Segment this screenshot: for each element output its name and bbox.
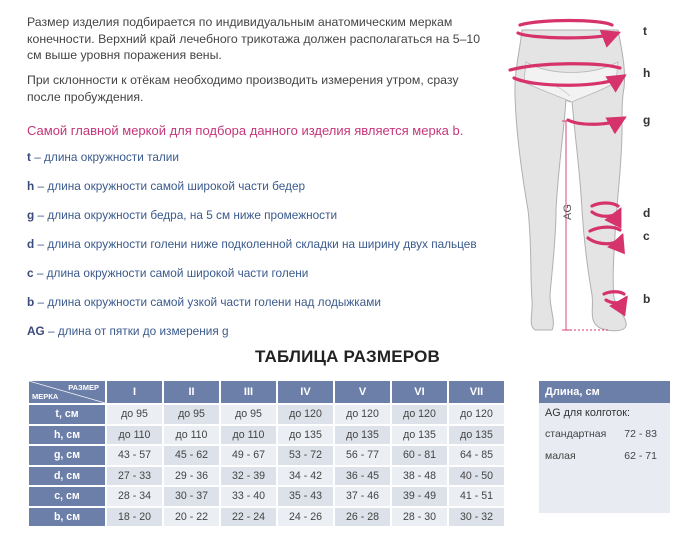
size-header: IV [278, 381, 333, 403]
table-cell: 28 - 30 [392, 508, 447, 527]
table-row [29, 446, 504, 465]
label-d: d [643, 206, 651, 220]
size-header: I [107, 381, 162, 403]
label-g: g [643, 113, 651, 127]
table-cell: до 120 [449, 405, 504, 424]
table-cell: 26 - 28 [335, 508, 390, 527]
legend-text: – длина окружности самой узкой части голени над лодыжками [34, 295, 381, 309]
corner-size-label: РАЗМЕР [68, 383, 99, 392]
legend-item-d [27, 237, 507, 266]
legend-text: – длина окружности талии [30, 150, 179, 164]
length-row-small [539, 445, 670, 467]
legend-item-c [27, 266, 507, 295]
band-t-back [520, 21, 612, 26]
table-cell: 39 - 49 [392, 487, 447, 506]
corner-measure-label: МЕРКА [32, 392, 59, 401]
legend-key: g [27, 208, 35, 222]
table-cell: 24 - 26 [278, 508, 333, 527]
table-cell: до 120 [278, 405, 333, 424]
length-row-standard [539, 423, 670, 445]
table-cell: 22 - 24 [221, 508, 276, 527]
table-cell: до 135 [449, 426, 504, 445]
intro-paragraph-2: При склонности к отёкам необходимо производить измерения утром, сразу после пробуждения. [27, 73, 459, 104]
table-cell: 18 - 20 [107, 508, 162, 527]
size-table [27, 379, 506, 528]
legend-key: c [27, 266, 34, 280]
table-cell: 36 - 45 [335, 467, 390, 486]
row-label: d, см [29, 467, 105, 486]
table-cell: до 135 [392, 426, 447, 445]
row-label: g, см [29, 446, 105, 465]
table-cell: 64 - 85 [449, 446, 504, 465]
table-cell: до 120 [335, 405, 390, 424]
table-cell: до 110 [107, 426, 162, 445]
legend-text: – длина окружности бедра, на 5 см ниже промежности [34, 208, 338, 222]
table-cell: 32 - 39 [221, 467, 276, 486]
length-value: 62 - 71 [624, 450, 657, 462]
table-cell: 49 - 67 [221, 446, 276, 465]
leg-silhouette [515, 30, 626, 331]
table-cell: 28 - 34 [107, 487, 162, 506]
size-header-row [29, 381, 504, 403]
legend-key: t [27, 150, 31, 164]
ag-label: AG [562, 204, 574, 220]
table-cell: 35 - 43 [278, 487, 333, 506]
table-cell: до 95 [107, 405, 162, 424]
length-subheader: AG для колготок: [545, 407, 630, 419]
table-cell: 27 - 33 [107, 467, 162, 486]
row-label: t, см [29, 405, 105, 424]
label-h: h [643, 66, 651, 80]
table-cell: 29 - 36 [164, 467, 219, 486]
length-panel [539, 381, 670, 513]
length-header: Длина, см [539, 381, 670, 403]
table-cell: 41 - 51 [449, 487, 504, 506]
legend-text: – длина окружности самой широкой части голени [33, 266, 309, 280]
legend-item-g [27, 208, 507, 237]
legend-key: d [27, 237, 35, 251]
legend-text: – длина окружности самой широкой части бедер [34, 179, 306, 193]
measurement-legend [27, 150, 507, 353]
table-cell: до 135 [335, 426, 390, 445]
label-t: t [643, 24, 647, 38]
table-cell: 43 - 57 [107, 446, 162, 465]
row-label: h, см [29, 426, 105, 445]
table-row [29, 467, 504, 486]
table-row [29, 487, 504, 506]
legend-key: h [27, 179, 35, 193]
key-measurement-note: Самой главной меркой для подбора данного изделия является мерка b. [27, 123, 464, 138]
legend-text: – длина от пятки до измерения g [44, 324, 229, 338]
size-header: VI [392, 381, 447, 403]
size-header: III [221, 381, 276, 403]
intro-paragraph-1: Размер изделия подбирается по индивидуальным анатомическим меркам конечности. Верхний край лечебного трикотажа должен располагаться на 5–10 см выше уровня поражения вены. [27, 15, 481, 62]
table-cell: 34 - 42 [278, 467, 333, 486]
length-value: 72 - 83 [624, 428, 657, 440]
table-cell: до 95 [164, 405, 219, 424]
label-c: c [643, 229, 650, 243]
table-cell: 33 - 40 [221, 487, 276, 506]
legend-item-h [27, 179, 507, 208]
legend-item-b [27, 295, 507, 324]
table-cell: до 135 [278, 426, 333, 445]
table-cell: 53 - 72 [278, 446, 333, 465]
table-cell: до 120 [392, 405, 447, 424]
table-cell: 38 - 48 [392, 467, 447, 486]
table-corner [29, 381, 105, 403]
table-row [29, 405, 504, 424]
table-cell: 30 - 37 [164, 487, 219, 506]
length-label: стандартная [545, 428, 607, 440]
legend-item-t [27, 150, 507, 179]
size-header: V [335, 381, 390, 403]
table-cell: до 95 [221, 405, 276, 424]
table-cell: до 110 [164, 426, 219, 445]
legend-text: – длина окружности голени ниже подколенной складки на ширину двух пальцев [34, 237, 477, 251]
size-table-title: ТАБЛИЦА РАЗМЕРОВ [254, 347, 441, 366]
size-header: II [164, 381, 219, 403]
leg-measurement-diagram [500, 10, 695, 335]
table-cell: 56 - 77 [335, 446, 390, 465]
table-cell: 30 - 32 [449, 508, 504, 527]
table-row [29, 426, 504, 445]
legend-key: AG [27, 324, 45, 338]
table-cell: 40 - 50 [449, 467, 504, 486]
row-label: b, см [29, 508, 105, 527]
table-cell: 45 - 62 [164, 446, 219, 465]
table-cell: 37 - 46 [335, 487, 390, 506]
label-b: b [643, 292, 651, 306]
length-label: малая [545, 450, 576, 462]
legend-key: b [27, 295, 35, 309]
table-cell: до 110 [221, 426, 276, 445]
table-cell: 20 - 22 [164, 508, 219, 527]
size-header: VII [449, 381, 504, 403]
row-label: c, см [29, 487, 105, 506]
table-row [29, 508, 504, 527]
table-cell: 60 - 81 [392, 446, 447, 465]
